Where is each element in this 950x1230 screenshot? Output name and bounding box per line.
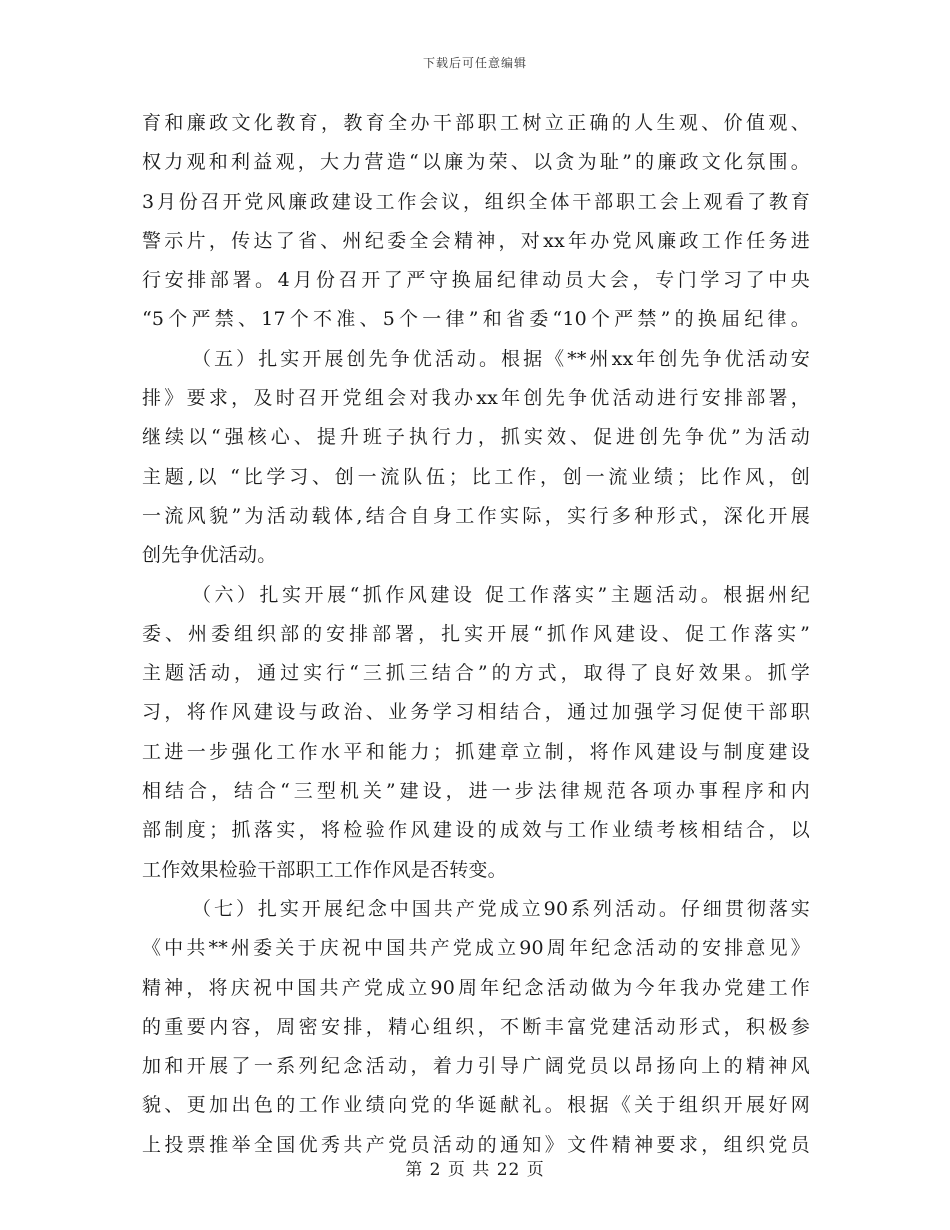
text-line: 警示片，传达了省、州纪委全会精神，对xx年办党风廉政工作任务进 [142,229,810,252]
text-line: 习，将作风建设与政治、业务学习相结合，通过加强学习促使干部职 [142,701,810,724]
text-line: 相结合，结合“三型机关”建设，进一步法律规范各项办事程序和内 [142,780,810,803]
text-line: 貌、更加出色的工作业绩向党的华诞献礼。根据《关于组织开展好网 [142,1094,810,1117]
text-line: 工作效果检验干部职工工作作风是否转变。 [142,858,507,881]
text-line: 工进一步强化工作水平和能力；抓建章立制，将作风建设与制度建设 [142,740,810,763]
text-line: 部制度；抓落实，将检验作风建设的成效与工作业绩考核相结合，以 [142,819,810,842]
document-body [142,104,810,1165]
text-line: 权力观和利益观，大力营造“以廉为荣、以贪为耻”的廉政文化氛围。 [142,151,810,174]
paragraph-heading-line: （五）扎实开展创先争优活动。根据《**州xx年创先争优活动安 [192,347,810,370]
text-line: “5个严禁、17个不准、5个一律”和省委“10个严禁”的换届纪律。 [142,308,810,331]
text-line: 一流风貌”为活动载体,结合自身工作实际，实行多种形式，深化开展 [142,504,810,527]
text-line: 《中共**州委关于庆祝中国共产党成立90周年纪念活动的安排意见》 [142,937,810,960]
text-line: 主题,以 “比学习、创一流队伍；比工作，创一流业绩；比作风，创 [142,465,810,488]
text-line: 行安排部署。4月份召开了严守换届纪律动员大会，专门学习了中央 [142,269,810,292]
text-line: 育和廉政文化教育，教育全办干部职工树立正确的人生观、价值观、 [142,112,810,134]
text-line: 继续以“强核心、提升班子执行力，抓实效、促进创先争优”为活动 [142,426,810,449]
paragraph-heading-line: （七）扎实开展纪念中国共产党成立90系列活动。仔细贯彻落实 [192,897,810,920]
text-line: 排》要求，及时召开党组会对我办xx年创先争优活动进行安排部署， [142,387,810,410]
text-line: 主题活动，通过实行“三抓三结合”的方式，取得了良好效果。抓学 [142,662,810,685]
page-number-footer: 第 2 页 共 22 页 [405,1160,545,1180]
text-line: 3月份召开党风廉政建设工作会议，组织全体干部职工会上观看了教育 [142,190,810,213]
text-line: 加和开展了一系列纪念活动，着力引导广阔党员以昂扬向上的精神风 [142,1055,810,1078]
text-line: 上投票推举全国优秀共产党员活动的通知》文件精神要求，组织党员 [142,1133,810,1156]
text-line: 的重要内容，周密安排，精心组织，不断丰富党建活动形式，积极参 [142,1015,810,1038]
text-line: 委、州委组织部的安排部署，扎实开展“抓作风建设、促工作落实” [142,622,810,645]
text-line: 精神，将庆祝中国共产党成立90周年纪念活动做为今年我办党建工作 [142,976,810,999]
page-header: 下载后可任意编辑 [422,56,527,70]
paragraph-heading-line: （六）扎实开展“抓作风建设 促工作落实”主题活动。根据州纪 [192,583,810,606]
text-line: 创先争优活动。 [142,544,277,567]
